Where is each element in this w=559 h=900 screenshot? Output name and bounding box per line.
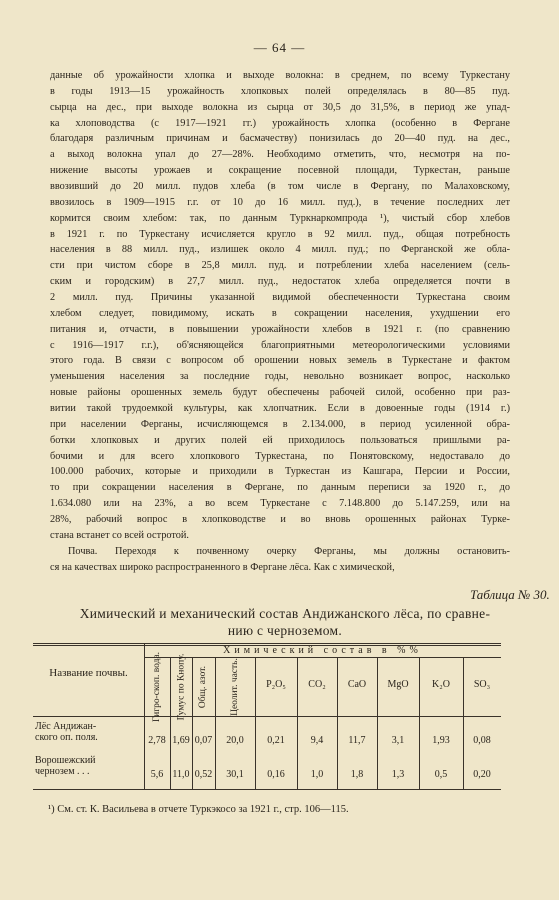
text-line: ботки хлопковых и других полей ей приходилось пользоваться пришлыми ра- — [50, 434, 510, 446]
text-line: хлебом следует, повидимому, искать в сокращении населения, ухудшении его — [50, 307, 510, 319]
text-line: ка хлоповодства (с 1917—1921 гг.) урожайность хлопка (особенно в Фергане — [50, 117, 510, 129]
table-cell: 2,78 — [148, 735, 166, 746]
text-line: 100.000 рабочих, которые и приходили в Туркестан из Кашгара, Персии и России, — [50, 466, 510, 478]
column-header: Общ. азот. — [198, 665, 209, 708]
text-line: в 1921 г. по Туркестану исчисляется кругло в 92 милл. пуд., общая потребность — [50, 228, 510, 240]
column-header: K₂O — [432, 679, 450, 690]
text-line: питания и, отчасти, в повышении урожайности хлебов в 1921 г. (по сравнению — [50, 323, 510, 335]
text-line: ся на качествах широко распространенного в Фергане лёса. Как с химической, — [50, 561, 395, 573]
group-header: Химический состав в %% — [223, 645, 422, 656]
text-line: при населении Ферганы, исчисляющемся в 2.134.000, в период усиленной обра- — [50, 418, 510, 430]
text-line: 2 милл. пуд. Причины указанной видимой обеспеченности Туркестана своим — [50, 292, 510, 304]
table-title-line: нию с черноземом. — [227, 623, 343, 638]
text-line: благодаря различным причинам и басмачеству) понизилась до 20—40 пуд. на дес., — [50, 133, 510, 145]
column-header: Гигро-скоп. вода. — [152, 651, 162, 722]
name-header: Название почвы. — [49, 667, 128, 679]
column-header: CO₂ — [308, 679, 326, 690]
table-label: Таблица № 30. — [470, 587, 550, 602]
column-header: Гумус по Кнопу. — [176, 653, 186, 720]
text-line: витии такой трудоемкой культуры, как хлопчатник. Если в довоенные годы (1914 г.) — [50, 403, 510, 415]
text-line: сти при чистом сборе в 25,8 милл. пуд. и потреблении хлеба населением (сель- — [50, 260, 510, 272]
table-cell: 20,0 — [226, 735, 244, 746]
text-line: 28%, рабочий вопрос в хлопководстве и во вновь орошенных районах Турке- — [50, 514, 510, 526]
text-line: ввозивший до 20 милл. пудов хлеба (в том числе в Фергану, по Малаховскому, — [50, 181, 510, 193]
text-line: этого года. В связи с вопросом об орошении новых земель в Туркестане и фактом — [50, 355, 510, 367]
text-line: уменьшения населения за последние годы, невольно возникает вопрос, насколько — [50, 371, 510, 383]
text-line: кормится своим хлебом: так, по данным Туркнаркомпрода ¹), чистый сбор хлебов — [50, 212, 510, 224]
table-cell: 1,3 — [391, 769, 405, 780]
page-number: — 64 — — [253, 40, 306, 55]
table-cell: 3,1 — [391, 735, 405, 746]
body-text — [50, 68, 510, 576]
column-header: SO₃ — [473, 679, 491, 690]
table-cell: 0,20 — [473, 769, 491, 780]
text-line: то при сокращении населения в Фергане, по данным переписи за 1920 г., до — [50, 482, 510, 494]
table-cell: 0,52 — [194, 769, 213, 780]
row-name — [35, 721, 144, 743]
text-line: ввозилось в 1909—1915 г.г. от 10 до 16 милл. пуд.), в течение последних лет — [50, 196, 510, 208]
table-cell: 1,69 — [172, 735, 190, 746]
column-header: P₂O₅ — [266, 679, 286, 690]
table-cell: 11,0 — [172, 769, 190, 780]
text-line: населения в 88 милл. пуд., излишек около 4 милл. пуд.; по Ферганской же обла- — [50, 244, 510, 256]
row-name-line: ского оп. поля. — [35, 732, 98, 743]
text-line: 1.634.080 или на 23%, а во всем Туркестане с 7.148.800 до 5.147.259, или на — [50, 498, 510, 510]
row-name-line: Лёс Андижан- — [35, 721, 97, 732]
text-line: стана встанет со всей остротой. — [50, 529, 189, 541]
text-line: а выход волокна упал до 27—28%. Необходимо отметить, что, несмотря на по- — [50, 149, 510, 161]
table-cell: 1,8 — [350, 769, 364, 780]
text-line: в годы 1913—15 урожайность хлопковых полей определялась в 80—85 пуд. — [50, 85, 510, 97]
table-cell: 0,08 — [473, 735, 491, 746]
table-cell: 0,21 — [267, 735, 285, 746]
text-line: нижение высоты урожаев и сокращение посевной площади, Туркестан, раньше — [50, 165, 510, 177]
composition-table — [33, 643, 501, 790]
table-cell: 5,6 — [150, 769, 164, 780]
text-line: бочими и для всего хлопкового Туркестана, по Понятовскому, недоставало до — [50, 450, 510, 462]
text-line: сырца на дес., при выходе волокна из сырца от 30,5 до 31,5%, в период же упад- — [50, 101, 510, 113]
text-line: новые районы орошенных земель будут обеспечены рабочей силой, особенно при раз- — [50, 387, 510, 399]
table-cell: 1,0 — [310, 769, 324, 780]
footnote: ¹) См. ст. К. Васильева в отчете Туркэкосо за 1921 г., стр. 106—115. — [48, 804, 349, 815]
table-title-line: Химический и механический состав Андижанского лёса, по сравне- — [79, 606, 491, 621]
table-cell: 0,5 — [434, 769, 448, 780]
table-cell: 0,07 — [194, 735, 213, 746]
table-cell: 11,7 — [348, 735, 366, 746]
table-cell: 30,1 — [226, 769, 244, 780]
table-cell: 0,16 — [267, 769, 285, 780]
text-line: Почва. Переходя к почвенному очерку Ферганы, мы должны остановить- — [68, 545, 510, 557]
table-cell: 1,93 — [432, 735, 450, 746]
text-line: ским и городским) в 27,7 милл. пуд., недостаток хлеба определяется почти в — [50, 276, 510, 288]
text-line: с 1916—1917 г.г.), об'ясняющейся благоприятными метеорологическими условиями — [50, 339, 510, 351]
text-line: данные об урожайности хлопка и выходе волокна: в среднем, по всему Туркестану — [50, 70, 510, 81]
row-name-line: Ворошежский — [35, 755, 96, 766]
row-name — [35, 755, 144, 777]
row-name-line: чернозем . . . — [35, 766, 90, 777]
table-cell: 9,4 — [310, 735, 324, 746]
column-header: MgO — [387, 679, 409, 690]
column-header: CaO — [347, 679, 367, 690]
table-title — [55, 605, 515, 639]
column-header: Цеолит. часть. — [230, 657, 241, 716]
